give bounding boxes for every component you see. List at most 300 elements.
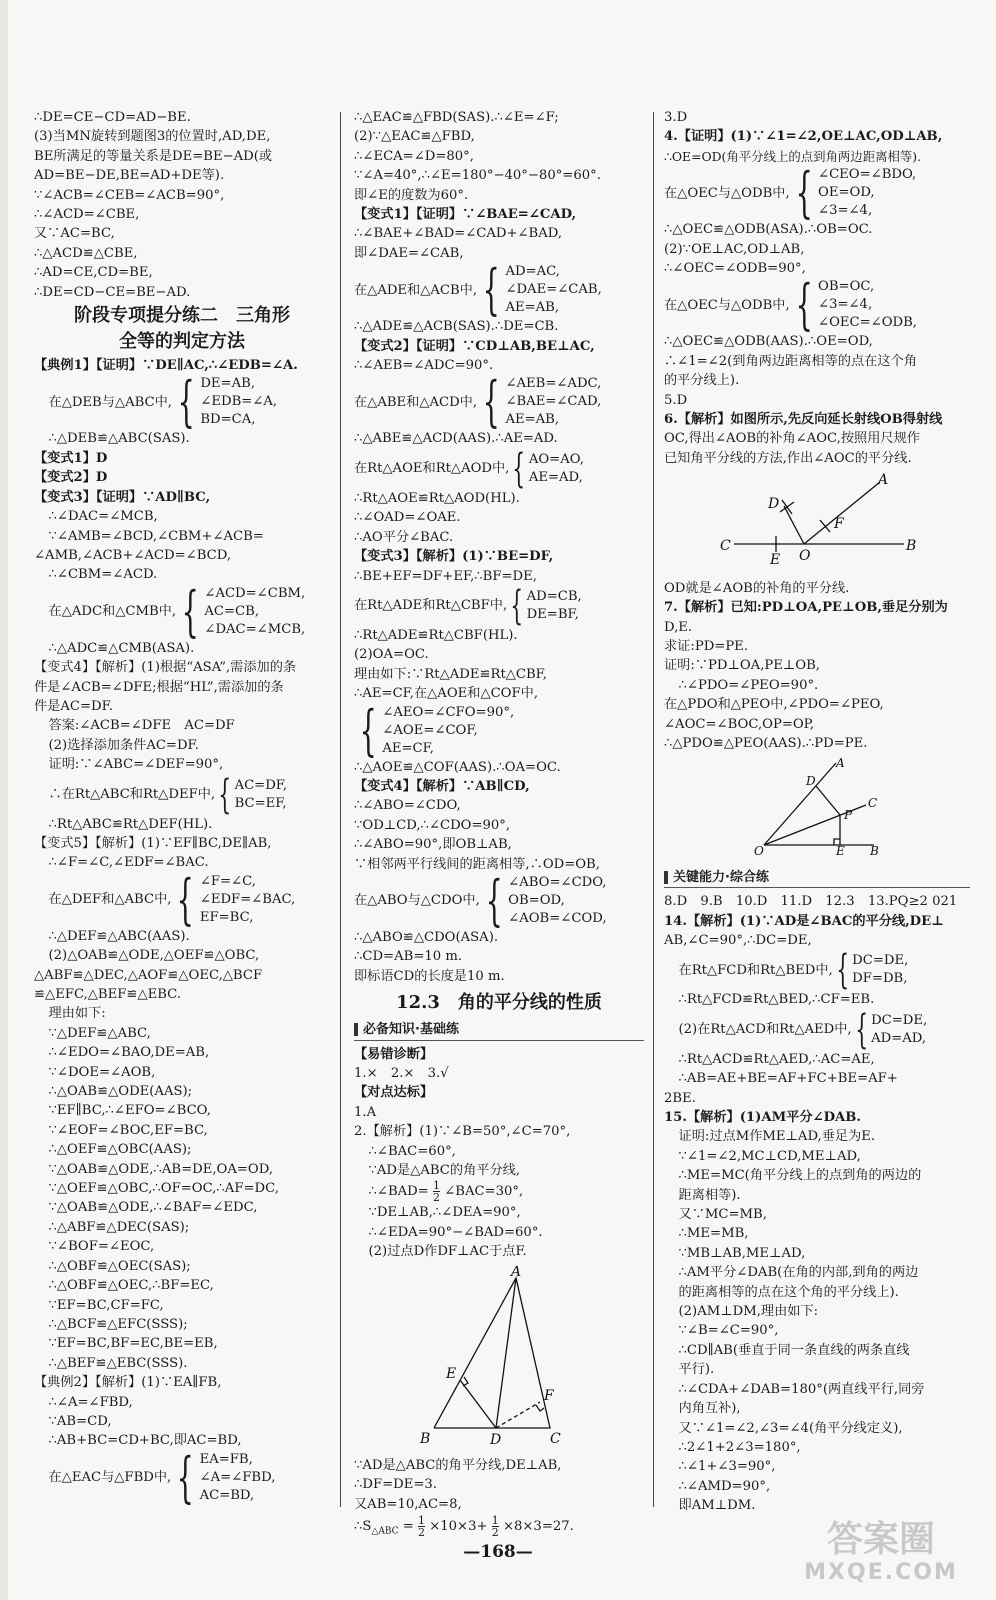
text-line: ∴Rt△ADE≌Rt△CBF(HL). (354, 627, 518, 643)
text-line: △ABF≌△DEC,△AOF≌△OEC,△BCF (34, 967, 263, 983)
text-line: ∴∠EDO=∠BAO,DE=AB, (48, 1045, 210, 1061)
system-row: ∠BAE=∠CAD, (505, 394, 602, 410)
system-row: AD=AD, (871, 1030, 927, 1046)
bisector-figure (664, 472, 970, 574)
text-line: 在△ADC和△CMB中, (48, 604, 177, 620)
fraction (418, 1515, 425, 1538)
text-line: ∴CD=AB=10 m. (354, 949, 463, 965)
text-fragment: ∴∠BAD= (368, 1184, 429, 1200)
brace-icon: { (177, 867, 195, 931)
label-b: B (870, 844, 879, 858)
text-line: 【变式4】【解析】(1)根据“ASA”,需添加的条 (34, 660, 297, 676)
text-line: 【变式2】D (34, 470, 108, 486)
watermark (786, 1520, 976, 1585)
text-line: ∴∠AMD=90°, (678, 1478, 771, 1494)
text-line: ∠AOC=∠BOC,OP=OP, (664, 716, 815, 732)
right-angle-mark (536, 1405, 544, 1411)
column-divider (653, 112, 654, 1507)
triangle-diagram (354, 1266, 644, 1446)
fraction-denominator: 2 (433, 1191, 440, 1204)
text-line: ∵EF=BC,BF=EC,BE=EB, (48, 1336, 218, 1352)
text-line: ∴AB=AE+BE=AF+FC+BE=AF+ (678, 1071, 898, 1087)
text-line: ∴△OEC≌△ODB(AAS).∴OE=OD, (664, 334, 873, 350)
system-row: ∠AOE=∠COF, (382, 722, 478, 738)
section-bar (664, 868, 970, 888)
text-line: 在△DEB与△ABC中, (48, 394, 172, 410)
text-line: ∵EF∥BC,∴∠EFO=∠BCO, (48, 1103, 211, 1119)
text-line: ∴△AOE≌△COF(AAS).∴OA=OC. (354, 759, 561, 775)
text-line: (2)选择添加条件AC=DF. (48, 737, 199, 753)
system-row: OB=OD, (508, 892, 565, 908)
text-line: (2)∵OE⊥AC,OD⊥AB, (664, 241, 805, 257)
text-line: ∴BE+EF=DF+EF,∴BF=DE, (354, 568, 537, 584)
system-row: BD=CA, (200, 412, 256, 428)
text-line: (2)△OAB≌△ODE,△OEF≌△OBC, (48, 948, 260, 964)
text-line: ∴AE=CF,在△AOE和△COF中, (354, 686, 539, 702)
text-line: ∵∠A=40°,∴∠E=180°−40°−80°=60°. (354, 168, 601, 184)
text-line: 6.【解析】如图所示,先反向延长射线OB得射线 (664, 412, 943, 428)
text-line: 【变式3】【解析】(1)∵BE=DF, (354, 549, 554, 565)
text-line: ∵AD是△ABC的角平分线, (368, 1163, 521, 1179)
text-line: ∴△ABO≌△CDO(ASA). (354, 929, 499, 945)
text-line: ∴△DEF≌△ABC(AAS). (48, 928, 190, 944)
system-row: ∠EDF=∠BAC, (199, 891, 296, 907)
label-o: O (799, 548, 811, 565)
text-line: ∴△OEF≌△OBC(AAS); (48, 1142, 192, 1158)
text-line: 3.D (664, 110, 688, 125)
system-row: AD=AC, (505, 264, 560, 280)
label-a: A (836, 757, 845, 771)
text-fragment: ×10×3+ (429, 1519, 488, 1535)
system-row: DC=DE, (871, 1012, 928, 1028)
text-line: ∴在Rt△ABC和Rt△DEF中, (48, 786, 216, 802)
text-line: AD=BE−DE,BE=AD+DE等). (34, 168, 225, 184)
text-line: ∴2∠1+2∠3=180°, (678, 1439, 801, 1455)
equation-system (354, 370, 644, 434)
brace-icon: { (482, 258, 500, 322)
text-line: 已知角平分线的方法,作出∠AOC的平分线. (664, 450, 912, 466)
system-row: ∠AEB=∠ADC, (505, 376, 602, 392)
brace-icon: { (181, 579, 199, 643)
text-line: 【变式1】D (34, 450, 108, 466)
bar-marker-icon (354, 1023, 358, 1036)
text-line: ∴△DEB≌△ABC(SAS). (48, 431, 190, 447)
section-title: 12.3 角的平分线的性质 (396, 992, 602, 1014)
label-c: C (550, 1430, 561, 1446)
text-line: ∴Rt△ABC≌Rt△DEF(HL). (48, 816, 213, 832)
perpendicular-df (496, 1402, 540, 1428)
text-line: 理由如下:∵Rt△ADE≌Rt△CBF, (354, 666, 547, 682)
text-line: 【变式5】【解析】(1)∵EF∥BC,DE∥AB, (34, 835, 272, 851)
system-row: ∠DAC=∠MCB, (204, 621, 306, 637)
brace-icon: { (218, 771, 232, 818)
text-line: 内角互补), (678, 1401, 741, 1417)
ray-oa (764, 763, 836, 845)
text-line: ∵AB=CD, (48, 1413, 112, 1429)
brace-icon: { (836, 947, 849, 994)
text-line: ∴∠AEB=∠ADC=90°. (354, 358, 494, 374)
label-d: D (768, 496, 780, 513)
system-row: ∠CEO=∠BDO, (818, 167, 917, 183)
equation-system (664, 273, 970, 337)
text-line: 在△PDO和△PEO中,∠PDO=∠PEO, (664, 697, 884, 713)
text-line: ∵∠1=∠2,MC⊥CD,ME⊥AD, (678, 1148, 861, 1164)
label-b: B (906, 538, 917, 555)
text-line: ∵∠EOF=∠BOC,EF=BC, (48, 1122, 208, 1138)
text-line: ∴AD=CE,CD=BE, (34, 265, 153, 281)
text-line: 件是AC=DF. (34, 698, 113, 714)
equation-system (34, 771, 330, 818)
text-line: ∵△OAB≌△ODE,∴AB=DE,OA=OD, (48, 1161, 274, 1177)
text-line: ∴△OAB≌△ODE(AAS); (48, 1084, 193, 1100)
text-line: ∵∠BOF=∠EOC, (48, 1239, 155, 1255)
fraction-denominator: 2 (418, 1526, 425, 1540)
text-line: 在△ADE和△ACB中, (354, 282, 478, 298)
system-row: OE=OD, (818, 185, 875, 201)
text-line: ∴∠CBM=∠ACD. (48, 567, 158, 583)
section-bar (354, 1020, 644, 1040)
text-fragment: ×8×3=27. (502, 1519, 574, 1535)
text-line: 在△OEC与△ODB中, (664, 297, 790, 313)
text-line: ∴CD∥AB(垂直于同一条直线的两条直线 (678, 1342, 910, 1358)
text-line: ∴∠ABO=90°,即OB⊥AB, (354, 837, 512, 853)
text-line: ∴Rt△FCD≌Rt△BED,∴CF=EB. (678, 992, 875, 1008)
label-e: E (770, 552, 781, 569)
text-line: 证明:∵PD⊥OA,PE⊥OB, (664, 658, 820, 674)
text-fragment: ∴S (354, 1519, 372, 1535)
system-row: AD=CB, (526, 588, 582, 604)
text-line: ∵DE⊥AB,∴∠DEA=90°, (368, 1205, 521, 1221)
text-line: ∵∠B=∠C=90°, (678, 1323, 779, 1339)
label-d: D (490, 1431, 502, 1446)
text-line: ∴∠EDA=90°−∠BAD=60°. (368, 1224, 543, 1240)
text-line: ∴∠ABO=∠CDO, (354, 798, 461, 814)
text-line: 答案:∠ACB=∠DFE AC=DF (48, 718, 235, 734)
text-line: ∵EF=BC,CF=FC, (48, 1297, 164, 1313)
text-line: 又∵∠1=∠2,∠3=∠4(角平分线定义), (678, 1420, 903, 1436)
text-line: 在△DEF和△ABC中, (48, 892, 172, 908)
text-line: 理由如下: (48, 1006, 106, 1022)
text-line: 在△EAC与△FBD中, (48, 1470, 172, 1486)
text-line: ∴∠1=∠2(到角两边距离相等的点在这个角 (664, 353, 917, 369)
column-3 (664, 108, 970, 1516)
equation-system (664, 1006, 970, 1053)
text-line: ∴AM平分∠DAB(在角的内部,到角的两边 (678, 1265, 919, 1281)
text-line: 又∵AC=BC, (34, 226, 115, 242)
text-line: ∵∠DOE=∠AOB, (48, 1064, 156, 1080)
equation-system (354, 868, 644, 932)
text-line: ∴△BCF≌△EFC(SSS); (48, 1316, 188, 1332)
text-line: 在△ABO与△CDO中, (354, 893, 480, 909)
label-c: C (868, 796, 878, 811)
bar-marker-icon (664, 871, 668, 884)
system-row: AC=DF, (234, 777, 288, 793)
text-line: ∴△OBF≌△OEC(SAS); (48, 1258, 191, 1274)
system-row: AE=AB, (505, 300, 560, 316)
system-row: DE=AB, (200, 376, 256, 392)
text-line: (2)过点D作DF⊥AC于点F. (368, 1244, 527, 1260)
brace-icon: { (359, 698, 377, 762)
brace-icon: { (512, 445, 526, 492)
fraction-numerator: 1 (418, 1514, 425, 1528)
system-row: DF=DB, (852, 971, 908, 987)
text-line: 【对点达标】 (354, 1085, 434, 1101)
system-row: DC=DE, (852, 953, 909, 969)
perpendicular-pd (816, 786, 840, 815)
text-line: ∴∠ECA=∠D=80°, (354, 148, 474, 164)
text-line: ∴DE=CE−CD=AD−BE. (34, 110, 191, 125)
column-2 (354, 108, 644, 1545)
text-line: ∴AO平分∠BAC. (354, 529, 454, 545)
text-line: ∴DE=CD−CE=BE−AD. (34, 284, 191, 300)
text-line: 的距离相等的点在这个角的平分线上). (678, 1284, 899, 1300)
text-line: 【易错诊断】 (354, 1046, 434, 1062)
label-d: D (806, 774, 816, 789)
text-line: 即∠DAE=∠CAB, (354, 245, 464, 261)
fraction-numerator: 1 (433, 1180, 440, 1193)
text-line: ∴DF=DE=3. (354, 1477, 437, 1493)
label-a: A (511, 1265, 522, 1280)
text-line: 【典例2】【解析】(1)∵EA∥FB, (34, 1375, 222, 1391)
system-row: AO=AO, (528, 451, 584, 467)
text-line: 【变式1】【证明】∵∠BAE=∠CAD, (354, 207, 577, 223)
bisector-od (784, 506, 804, 544)
label-e: E (836, 844, 845, 858)
text-line: 7.【解析】已知:PD⊥OA,PE⊥OB,垂足分别为 (664, 600, 948, 616)
equation-system (354, 445, 644, 492)
text-line: (3)当MN旋转到题图3的位置时,AD,DE, (34, 129, 271, 145)
brace-icon: { (854, 1006, 868, 1053)
section-bar-label: 必备知识·基础练 (363, 1022, 459, 1038)
text-line: 在△OEC与△ODB中, (664, 185, 790, 201)
system-row: AE=AB, (505, 412, 560, 428)
text-line: ∴△OBF≌△OEC,∴BF=EC, (48, 1278, 214, 1294)
equation-system (34, 370, 330, 434)
label-c: C (720, 538, 731, 555)
label-f: F (544, 1387, 554, 1404)
page-number: —168— (463, 1542, 533, 1562)
text-line: 即AM⊥DM. (678, 1498, 756, 1514)
system-row: EF=BC, (199, 909, 254, 925)
system-row: ∠ACD=∠CBM, (204, 585, 306, 601)
text-line: 又∵MC=MB, (678, 1207, 767, 1223)
text-line: ≌△EFC,△BEF≌△EBC. (34, 987, 181, 1002)
text-line: ∴∠PDO=∠PEO=90°. (678, 677, 819, 693)
brace-icon: { (510, 582, 524, 629)
text-line: OC,得出∠AOB的补角∠AOC,按照用尺规作 (664, 431, 920, 447)
section-heading: 阶段专项提分练二 三角形 (74, 305, 290, 327)
text-line: 证明:∵∠ABC=∠DEF=90°, (48, 757, 224, 773)
binding-edge (0, 0, 8, 1600)
text-line: 求证:PD=PE. (664, 638, 749, 654)
equation-system (664, 947, 970, 994)
label-p: P (844, 808, 853, 823)
fraction (433, 1180, 440, 1203)
text-line: 2.【解析】(1)∵∠B=50°,∠C=70°, (354, 1124, 571, 1140)
label-a: A (878, 472, 889, 489)
text-line: ∴∠OAD=∠OAE. (354, 510, 461, 526)
text-line: 【典例1】【证明】∵DE∥AC,∴∠EDB=∠A. (34, 358, 298, 374)
text-fragment: ∠BAC=30°, (444, 1184, 524, 1200)
fraction-line (354, 1180, 644, 1203)
text-line: 的平分线上). (664, 373, 740, 389)
text-line: 4.【证明】(1)∵∠1=∠2,OE⊥AC,OD⊥AB, (664, 129, 943, 145)
text-line: (2)在Rt△ACD和Rt△AED中, (678, 1022, 852, 1038)
text-line: (2)AM⊥DM,理由如下: (678, 1304, 819, 1320)
text-line: ∴△ABF≌△DEC(SAS); (48, 1219, 190, 1235)
system-row: AC=CB, (204, 603, 260, 619)
text-line: ∴Rt△AOE≌Rt△AOD(HL). (354, 490, 520, 506)
text-line: ∴∠BAC=60°, (368, 1143, 456, 1159)
system-row: AC=BD, (199, 1487, 255, 1503)
equation-system (664, 161, 970, 225)
equation-system (354, 258, 644, 322)
text-line: 在Rt△FCD和Rt△BED中, (678, 962, 833, 978)
text-line: ∴OE=OD(角平分线上的点到角两边距离相等). (664, 148, 922, 164)
text-line: 在△ABE和△ACD中, (354, 394, 478, 410)
equation-system (34, 579, 330, 643)
system-row: BC=EF, (234, 795, 287, 811)
text-line: 在Rt△AOE和Rt△AOD中, (354, 461, 510, 477)
section-bar-label: 关键能力·综合练 (673, 869, 769, 885)
text-line: 在Rt△ADE和Rt△CBF中, (354, 598, 508, 614)
text-line: ∴∠1+∠3=90°, (678, 1459, 776, 1475)
text-line: 即标语CD的长度是10 m. (354, 968, 505, 984)
text-line: ∴∠A=∠FBD, (48, 1394, 133, 1410)
text-line: 14.【解析】(1)∵AD是∠BAC的平分线,DE⊥ (664, 913, 944, 929)
equation-system (354, 582, 644, 629)
text-line: 8.D 9.B 10.D 11.D 12.3 13.PQ≥2 021 (664, 894, 958, 910)
label-b: B (420, 1430, 431, 1446)
text-line: ∴△PDO≌△PEO(AAS).∴PD=PE. (664, 735, 868, 751)
brace-icon: { (177, 370, 195, 434)
angle-perpendicular-diagram (664, 757, 964, 857)
text-line: 1.× 2.× 3.√ (354, 1066, 449, 1081)
brace-icon: { (795, 273, 813, 337)
system-row: ∠3=∠4, (818, 203, 873, 219)
text-line: ∴AB+BC=CD+BC,即AC=BD, (48, 1433, 242, 1449)
text-line: ∴△ADE≌△ACB(SAS).∴DE=CB. (354, 319, 559, 335)
system-row: EA=FB, (199, 1451, 253, 1467)
system-row: ∠A=∠FBD, (199, 1469, 276, 1485)
equation-system (34, 1445, 330, 1509)
column-1 (34, 108, 330, 1509)
text-line: ∴∠OEC=∠ODB=90°, (664, 261, 806, 277)
ray-oa (804, 482, 880, 544)
label-f: F (834, 516, 844, 533)
text-line: (2)OA=OC. (354, 647, 429, 663)
triangle-figure (354, 1266, 644, 1452)
text-line: ∴ME=MC(角平分线上的点到角的两边的 (678, 1168, 922, 1184)
text-line: 2BE. (664, 1090, 696, 1106)
text-line: 5.D (664, 392, 688, 408)
text-line: ∴∠BAE+∠BAD=∠CAD+∠BAD, (354, 226, 563, 242)
text-line: 【变式3】【证明】∵AD∥BC, (34, 489, 211, 505)
system-row: ∠F=∠C, (199, 873, 256, 889)
text-line: ∴△ADC≌△CMB(ASA). (48, 640, 195, 656)
brace-icon: { (176, 1445, 194, 1509)
text-line: 即∠E的度数为60°. (354, 187, 469, 203)
text-line: ∴∠ACD=∠CBE, (34, 207, 140, 223)
text-line: ∴△BEF≌△EBC(SSS). (48, 1355, 188, 1371)
equation-system (34, 867, 330, 931)
system-row: ∠DAE=∠CAB, (505, 282, 602, 298)
fraction (492, 1515, 499, 1538)
text-line: AB,∠C=90°,∴DC=DE, (664, 932, 812, 948)
brace-icon: { (482, 370, 500, 434)
bisector-ad (496, 1278, 516, 1428)
text-line: 又AB=10,AC=8, (354, 1496, 462, 1512)
system-row: ∠3=∠4, (818, 297, 873, 313)
text-line: 【变式4】【解析】∵AB∥CD, (354, 778, 530, 794)
text-line: 距离相等). (678, 1187, 741, 1203)
text-line: ∵OD⊥CD,∴∠CDO=90°, (354, 817, 511, 833)
text-line: ∴∠CDA+∠DAB=180°(两直线平行,同旁 (678, 1381, 925, 1397)
text-line: 【变式2】【证明】∵CD⊥AB,BE⊥AC, (354, 338, 595, 354)
text-line: ∴ME=MB, (678, 1226, 749, 1242)
label-e: E (446, 1365, 457, 1382)
angle-bisector-diagram (664, 472, 964, 568)
text-line: OD就是∠AOB的补角的平分线. (664, 580, 850, 596)
system-row: ∠OEC=∠ODB, (818, 315, 917, 331)
system-row: DE=BF, (526, 606, 579, 622)
text-line: ∵△DEF≌△ABC, (48, 1025, 151, 1041)
text-line: ∠AMB,∠ACB+∠ACD=∠BCD, (34, 547, 232, 563)
text-line: ∴△OEC≌△ODB(ASA).∴OB=OC. (664, 222, 873, 238)
text-line: ∵相邻两平行线间的距离相等,∴OD=OB, (354, 856, 600, 872)
text-line: D,E. (664, 619, 693, 635)
text-line: 15.【解析】(1)AM平分∠DAB. (664, 1110, 862, 1125)
text-line: 证明:过点M作ME⊥AD,垂足为E. (678, 1129, 876, 1145)
system-row: ∠EDB=∠A, (200, 394, 278, 410)
perpendicular-de (460, 1380, 496, 1428)
text-line: ∴△ACD≌△CBE, (34, 245, 138, 261)
text-line: ∴∠DAC=∠MCB, (48, 509, 158, 525)
equation-system (354, 698, 644, 762)
text-line: 1.A (354, 1104, 377, 1120)
system-row: ∠AOB=∠COD, (508, 910, 607, 926)
text-line: 件是∠ACB=∠DFE;根据“HL”,需添加的条 (34, 679, 284, 695)
text-line: 平行). (678, 1362, 715, 1378)
section-heading: 全等的判定方法 (119, 331, 245, 353)
text-line: ∴∠F=∠C,∠EDF=∠BAC. (48, 855, 209, 871)
brace-icon: { (795, 161, 813, 225)
text-line: (2)∵△EAC≌△FBD, (354, 129, 475, 145)
watermark-url: MXQE.COM (804, 1560, 958, 1585)
column-divider (340, 112, 341, 1507)
label-o: O (754, 844, 764, 858)
angle-figure (664, 757, 970, 863)
text-line: ∵∠ACB=∠CEB=∠ACB=90°, (34, 187, 225, 203)
text-fragment: = (402, 1519, 414, 1535)
text-line: ∴△EAC≌△FBD(SAS).∴∠E=∠F; (354, 110, 559, 125)
brace-icon: { (485, 868, 503, 932)
text-line: ∵△OAB≌△ODE,∴∠BAF=∠EDC, (48, 1200, 258, 1216)
system-row: ∠AEO=∠CFO=90°, (382, 704, 515, 720)
system-row: ∠ABO=∠CDO, (508, 874, 607, 890)
text-line: ∵∠AMB=∠BCD,∠CBM+∠ACB= (48, 528, 264, 544)
text-line: ∴△ABE≌△ACD(AAS).∴AE=AD. (354, 431, 558, 447)
area-formula (354, 1514, 644, 1545)
watermark-title: 答案圈 (826, 1519, 935, 1560)
text-line: BE所满足的等量关系是DE=BE−AD(或 (34, 148, 273, 164)
fraction-numerator: 1 (491, 1514, 499, 1528)
text-line: ∵MB⊥AB,ME⊥AD, (678, 1245, 806, 1261)
system-row: AE=CF, (382, 740, 434, 756)
system-row: AE=AD, (528, 469, 583, 485)
subscript: △ABC (371, 1526, 399, 1537)
text-line: ∴Rt△ACD≌Rt△AED,∴AC=AE, (678, 1051, 875, 1067)
